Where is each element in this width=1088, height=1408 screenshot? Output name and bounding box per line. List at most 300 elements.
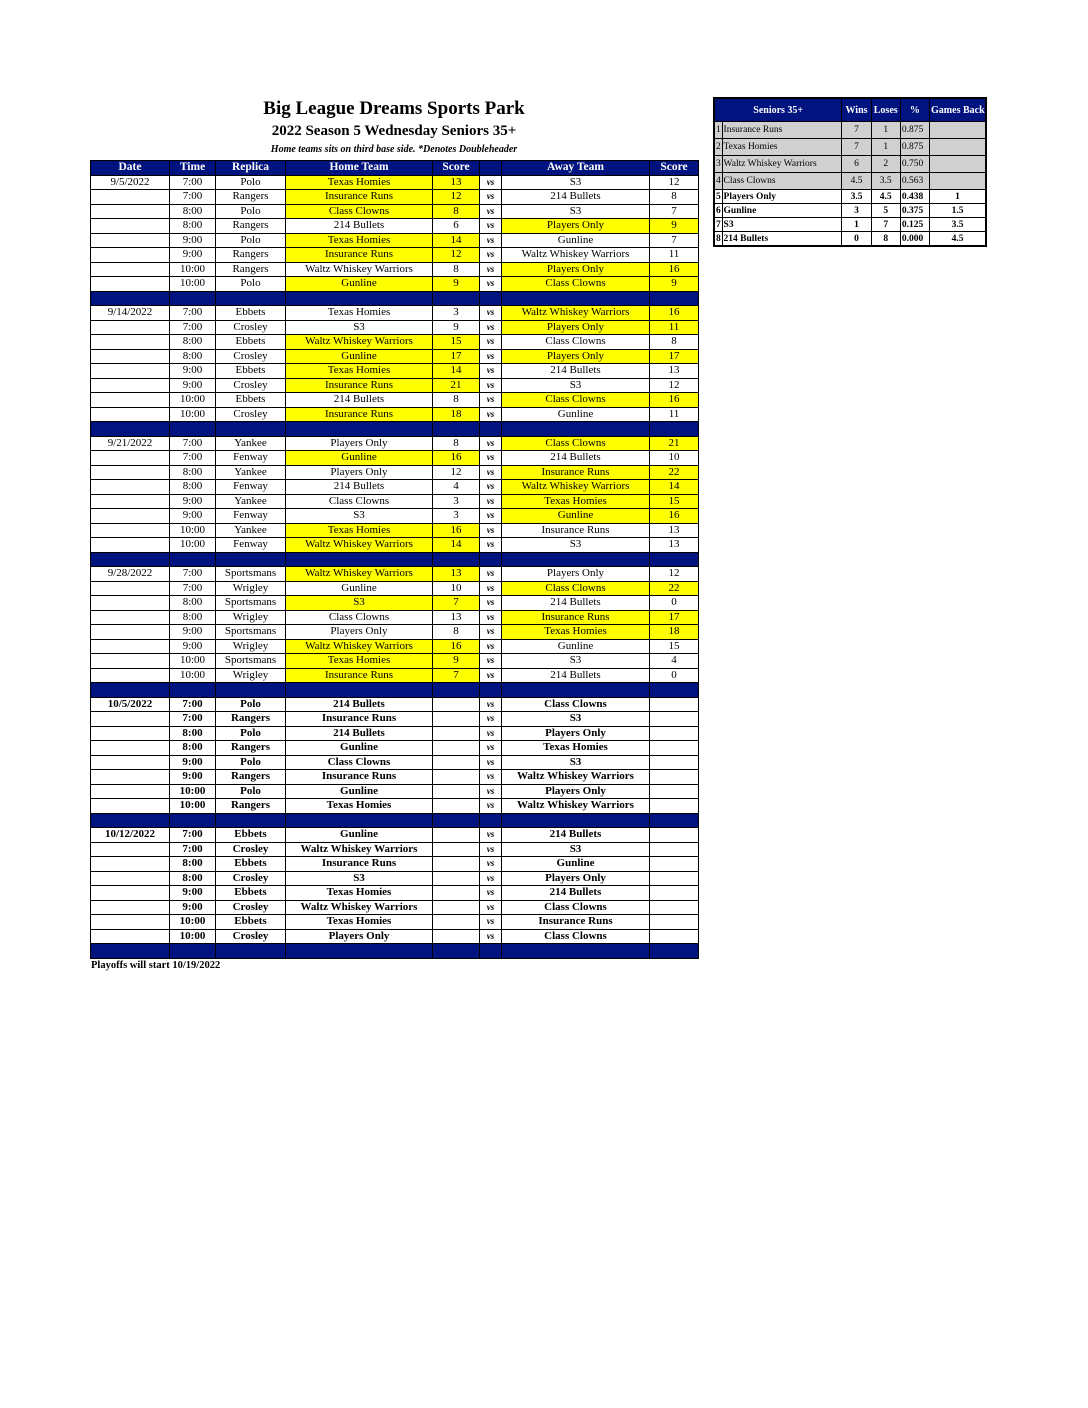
game-time: 9:00 <box>170 233 216 248</box>
away-team: S3 <box>502 842 650 857</box>
home-team: Class Clowns <box>286 204 433 219</box>
table-row <box>91 378 699 393</box>
home-team: 214 Bullets <box>286 697 433 712</box>
separator-cell <box>286 683 433 698</box>
game-field: Rangers <box>216 741 286 756</box>
standings-loses: 1 <box>871 139 900 156</box>
game-time: 10:00 <box>170 523 216 538</box>
game-field: Ebbets <box>216 828 286 843</box>
game-date <box>91 871 170 886</box>
separator-cell <box>216 552 286 567</box>
home-score: 4 <box>433 480 480 495</box>
game-date: 10/5/2022 <box>91 697 170 712</box>
vs-label: vs <box>480 277 502 292</box>
table-row <box>91 929 699 944</box>
away-team: Insurance Runs <box>502 465 650 480</box>
away-score: 21 <box>650 436 699 451</box>
vs-label: vs <box>480 639 502 654</box>
vs-label: vs <box>480 712 502 727</box>
game-field: Polo <box>216 233 286 248</box>
away-score <box>650 900 699 915</box>
home-team: Gunline <box>286 741 433 756</box>
table-row <box>91 219 699 234</box>
away-score: 13 <box>650 538 699 553</box>
game-time: 9:00 <box>170 886 216 901</box>
standings-col-loses: Loses <box>871 98 900 122</box>
vs-label: vs <box>480 857 502 872</box>
table-row <box>91 494 699 509</box>
home-score: 8 <box>433 262 480 277</box>
away-team: S3 <box>502 204 650 219</box>
game-date <box>91 364 170 379</box>
standings-col-wins: Wins <box>842 98 871 122</box>
standings-row <box>714 232 986 247</box>
separator-cell <box>433 813 480 828</box>
home-team: Texas Homies <box>286 523 433 538</box>
home-team: Insurance Runs <box>286 190 433 205</box>
week-separator <box>91 552 699 567</box>
separator-cell <box>502 683 650 698</box>
vs-label: vs <box>480 451 502 466</box>
separator-cell <box>502 291 650 306</box>
home-team: Class Clowns <box>286 494 433 509</box>
separator-cell <box>650 291 699 306</box>
separator-cell <box>170 422 216 437</box>
away-team: Class Clowns <box>502 436 650 451</box>
table-row <box>91 233 699 248</box>
game-time: 9:00 <box>170 494 216 509</box>
home-team: Texas Homies <box>286 886 433 901</box>
separator-cell <box>286 552 433 567</box>
game-field: Rangers <box>216 712 286 727</box>
game-field: Polo <box>216 784 286 799</box>
home-score <box>433 886 480 901</box>
schedule-body <box>91 175 699 958</box>
game-time: 8:00 <box>170 204 216 219</box>
home-score: 8 <box>433 204 480 219</box>
separator-cell <box>170 813 216 828</box>
standings-row <box>714 122 986 139</box>
game-time: 10:00 <box>170 277 216 292</box>
separator-cell <box>502 944 650 959</box>
table-row <box>91 828 699 843</box>
home-team: Texas Homies <box>286 799 433 814</box>
game-field: Ebbets <box>216 915 286 930</box>
table-row <box>91 697 699 712</box>
separator-cell <box>502 813 650 828</box>
table-row <box>91 610 699 625</box>
vs-label: vs <box>480 262 502 277</box>
game-field: Crosley <box>216 871 286 886</box>
page-subtitle: 2022 Season 5 Wednesday Seniors 35+ <box>271 123 517 139</box>
separator-cell <box>91 944 170 959</box>
home-team: S3 <box>286 596 433 611</box>
table-row <box>91 480 699 495</box>
home-score: 8 <box>433 393 480 408</box>
away-team: Waltz Whiskey Warriors <box>502 480 650 495</box>
home-team: Waltz Whiskey Warriors <box>286 567 433 582</box>
vs-label: vs <box>480 567 502 582</box>
vs-label: vs <box>480 784 502 799</box>
col-replica: Replica <box>216 161 286 176</box>
game-date <box>91 509 170 524</box>
separator-cell <box>170 291 216 306</box>
standings-row <box>714 190 986 204</box>
home-score: 9 <box>433 320 480 335</box>
away-score: 11 <box>650 407 699 422</box>
home-team: Players Only <box>286 465 433 480</box>
away-score <box>650 697 699 712</box>
away-score: 8 <box>650 190 699 205</box>
standings-rank: 6 <box>716 205 721 216</box>
home-team: S3 <box>286 871 433 886</box>
home-score: 9 <box>433 277 480 292</box>
game-time: 9:00 <box>170 755 216 770</box>
separator-cell <box>91 422 170 437</box>
standings-wins: 6 <box>842 156 871 173</box>
away-score: 8 <box>650 335 699 350</box>
playoffs-note: Playoffs will start 10/19/2022 <box>91 960 221 971</box>
table-row <box>91 567 699 582</box>
home-team: Gunline <box>286 784 433 799</box>
standings-loses: 8 <box>871 232 900 247</box>
game-field: Ebbets <box>216 886 286 901</box>
home-score <box>433 871 480 886</box>
home-score: 17 <box>433 349 480 364</box>
game-field: Rangers <box>216 262 286 277</box>
standings-rank: 8 <box>714 232 722 247</box>
away-team: Class Clowns <box>502 929 650 944</box>
home-score <box>433 697 480 712</box>
game-field: Wrigley <box>216 639 286 654</box>
game-date <box>91 248 170 263</box>
away-team: 214 Bullets <box>502 886 650 901</box>
away-score <box>650 842 699 857</box>
home-score: 12 <box>433 465 480 480</box>
standings-rank: 7 <box>716 219 721 230</box>
standings-wins: 0 <box>842 232 871 247</box>
vs-label: vs <box>480 509 502 524</box>
vs-label: vs <box>480 900 502 915</box>
standings-rank: 5 <box>716 191 721 202</box>
table-row <box>91 538 699 553</box>
away-score: 18 <box>650 625 699 640</box>
game-field: Fenway <box>216 509 286 524</box>
vs-label: vs <box>480 581 502 596</box>
away-score: 22 <box>650 581 699 596</box>
standings-loses: 5 <box>871 204 900 218</box>
standings-team: S3 <box>722 218 842 232</box>
vs-label: vs <box>480 929 502 944</box>
game-date <box>91 451 170 466</box>
standings-games-back <box>930 122 986 139</box>
home-score: 16 <box>433 523 480 538</box>
home-team: 214 Bullets <box>286 219 433 234</box>
vs-label: vs <box>480 407 502 422</box>
game-time: 7:00 <box>170 175 216 190</box>
home-score: 3 <box>433 494 480 509</box>
separator-cell <box>286 944 433 959</box>
away-team: 214 Bullets <box>502 596 650 611</box>
vs-label: vs <box>480 915 502 930</box>
home-score: 16 <box>433 451 480 466</box>
away-team: Class Clowns <box>502 335 650 350</box>
home-score <box>433 726 480 741</box>
away-team: Waltz Whiskey Warriors <box>502 770 650 785</box>
away-team: Gunline <box>502 857 650 872</box>
standings-rank: 1 <box>714 122 722 139</box>
table-row <box>91 857 699 872</box>
col-date: Date <box>91 161 170 176</box>
game-time: 7:00 <box>170 697 216 712</box>
home-score: 8 <box>433 436 480 451</box>
home-team: Texas Homies <box>286 654 433 669</box>
game-time: 10:00 <box>170 668 216 683</box>
home-team: Players Only <box>286 436 433 451</box>
standings-row <box>714 204 986 218</box>
separator-cell <box>650 683 699 698</box>
away-team: Class Clowns <box>502 393 650 408</box>
home-score: 6 <box>433 219 480 234</box>
game-time: 7:00 <box>170 436 216 451</box>
table-row <box>91 175 699 190</box>
game-time: 9:00 <box>170 509 216 524</box>
vs-label: vs <box>480 349 502 364</box>
week-separator <box>91 291 699 306</box>
vs-label: vs <box>480 668 502 683</box>
separator-cell <box>286 291 433 306</box>
col-home-score: Score <box>433 161 480 176</box>
game-field: Yankee <box>216 523 286 538</box>
home-team: Players Only <box>286 625 433 640</box>
standings-pct: 0.375 <box>900 204 929 218</box>
vs-label: vs <box>480 248 502 263</box>
home-score <box>433 900 480 915</box>
vs-label: vs <box>480 523 502 538</box>
game-time: 9:00 <box>170 770 216 785</box>
table-row <box>91 262 699 277</box>
home-team: Gunline <box>286 349 433 364</box>
away-score: 22 <box>650 465 699 480</box>
standings-row <box>714 173 986 190</box>
game-time: 7:00 <box>170 712 216 727</box>
game-date: 9/5/2022 <box>91 175 170 190</box>
game-field: Crosley <box>216 842 286 857</box>
away-team: Players Only <box>502 262 650 277</box>
home-team: Gunline <box>286 581 433 596</box>
home-team: Texas Homies <box>286 306 433 321</box>
col-time: Time <box>170 161 216 176</box>
away-team: Waltz Whiskey Warriors <box>502 799 650 814</box>
vs-label: vs <box>480 596 502 611</box>
away-team: Gunline <box>502 233 650 248</box>
game-date <box>91 668 170 683</box>
away-team: Gunline <box>502 407 650 422</box>
away-team: Class Clowns <box>502 697 650 712</box>
week-separator <box>91 422 699 437</box>
home-score: 9 <box>433 654 480 669</box>
table-row <box>91 204 699 219</box>
home-score: 13 <box>433 567 480 582</box>
table-row <box>91 465 699 480</box>
away-score: 15 <box>650 639 699 654</box>
home-team: Insurance Runs <box>286 248 433 263</box>
away-team: Waltz Whiskey Warriors <box>502 248 650 263</box>
vs-label: vs <box>480 378 502 393</box>
game-field: Rangers <box>216 190 286 205</box>
game-date <box>91 393 170 408</box>
away-score <box>650 799 699 814</box>
home-score: 15 <box>433 335 480 350</box>
game-field: Wrigley <box>216 581 286 596</box>
game-date <box>91 538 170 553</box>
standings-games-back: 4.5 <box>930 232 986 247</box>
table-row <box>91 407 699 422</box>
game-date <box>91 494 170 509</box>
separator-cell <box>502 552 650 567</box>
away-team: 214 Bullets <box>502 668 650 683</box>
col-away-team: Away Team <box>502 161 650 176</box>
game-time: 10:00 <box>170 393 216 408</box>
home-score: 14 <box>433 233 480 248</box>
table-row <box>91 915 699 930</box>
game-time: 8:00 <box>170 610 216 625</box>
standings-loses: 4.5 <box>871 190 900 204</box>
col-away-score: Score <box>650 161 699 176</box>
page-title: Big League Dreams Sports Park <box>263 98 525 119</box>
separator-cell <box>480 944 502 959</box>
home-team-note: Home teams sits on third base side. *Denotes Doubleheader <box>270 144 518 155</box>
standings-team: Players Only <box>722 190 842 204</box>
game-date <box>91 378 170 393</box>
away-score: 16 <box>650 306 699 321</box>
standings-row <box>714 139 986 156</box>
table-row <box>91 523 699 538</box>
vs-label: vs <box>480 741 502 756</box>
home-team: Texas Homies <box>286 915 433 930</box>
table-row <box>91 770 699 785</box>
home-score <box>433 857 480 872</box>
game-field: Yankee <box>216 465 286 480</box>
game-time: 10:00 <box>170 784 216 799</box>
game-field: Crosley <box>216 349 286 364</box>
standings-games-back: 3.5 <box>930 218 986 232</box>
home-score <box>433 784 480 799</box>
separator-cell <box>216 813 286 828</box>
standings-rank: 3 <box>714 156 722 173</box>
standings-wins: 4.5 <box>842 173 871 190</box>
home-score: 14 <box>433 364 480 379</box>
game-field: Wrigley <box>216 610 286 625</box>
game-field: Rangers <box>216 770 286 785</box>
game-field: Ebbets <box>216 393 286 408</box>
game-time: 8:00 <box>170 857 216 872</box>
game-date <box>91 842 170 857</box>
week-separator <box>91 683 699 698</box>
table-row <box>91 639 699 654</box>
standings-loses: 3.5 <box>871 173 900 190</box>
game-date <box>91 407 170 422</box>
table-row <box>91 393 699 408</box>
game-date <box>91 625 170 640</box>
game-field: Polo <box>216 726 286 741</box>
table-row <box>91 654 699 669</box>
separator-cell <box>170 683 216 698</box>
game-date <box>91 741 170 756</box>
separator-cell <box>91 291 170 306</box>
vs-label: vs <box>480 465 502 480</box>
home-score: 21 <box>433 378 480 393</box>
separator-cell <box>650 944 699 959</box>
table-row <box>91 451 699 466</box>
away-score: 10 <box>650 451 699 466</box>
schedule-table <box>90 160 699 959</box>
game-time: 10:00 <box>170 262 216 277</box>
vs-label: vs <box>480 871 502 886</box>
home-team: Insurance Runs <box>286 378 433 393</box>
vs-label: vs <box>480 828 502 843</box>
standings-col-games-back: Games Back <box>930 98 986 122</box>
game-time: 9:00 <box>170 639 216 654</box>
game-time: 10:00 <box>170 929 216 944</box>
standings-body <box>714 122 986 247</box>
vs-label: vs <box>480 610 502 625</box>
game-field: Crosley <box>216 378 286 393</box>
game-time: 8:00 <box>170 349 216 364</box>
standings-team: 214 Bullets <box>722 232 842 247</box>
separator-cell <box>170 552 216 567</box>
game-time: 8:00 <box>170 596 216 611</box>
game-field: Polo <box>216 697 286 712</box>
table-row <box>91 596 699 611</box>
standings-pct: 0.438 <box>900 190 929 204</box>
game-date <box>91 770 170 785</box>
table-row <box>91 581 699 596</box>
home-team: Insurance Runs <box>286 712 433 727</box>
table-row <box>91 668 699 683</box>
away-team: S3 <box>502 538 650 553</box>
away-team: S3 <box>502 712 650 727</box>
standings-row <box>714 156 986 173</box>
game-field: Sportsmans <box>216 567 286 582</box>
home-team: 214 Bullets <box>286 726 433 741</box>
away-score: 11 <box>650 320 699 335</box>
home-team: Waltz Whiskey Warriors <box>286 900 433 915</box>
away-score: 9 <box>650 219 699 234</box>
away-score: 17 <box>650 610 699 625</box>
game-time: 7:00 <box>170 581 216 596</box>
home-team: Gunline <box>286 828 433 843</box>
away-team: Texas Homies <box>502 625 650 640</box>
game-field: Yankee <box>216 436 286 451</box>
away-team: 214 Bullets <box>502 451 650 466</box>
vs-label: vs <box>480 770 502 785</box>
standings-team: Class Clowns <box>722 173 842 190</box>
col-vs <box>480 161 502 176</box>
standings-rank: 2 <box>714 139 722 156</box>
home-team: Gunline <box>286 277 433 292</box>
away-team: 214 Bullets <box>502 190 650 205</box>
away-score <box>650 755 699 770</box>
game-field: Polo <box>216 175 286 190</box>
game-field: Crosley <box>216 320 286 335</box>
away-score: 13 <box>650 364 699 379</box>
table-row <box>91 509 699 524</box>
table-row <box>91 364 699 379</box>
game-time: 10:00 <box>170 799 216 814</box>
away-score <box>650 886 699 901</box>
game-time: 7:00 <box>170 190 216 205</box>
